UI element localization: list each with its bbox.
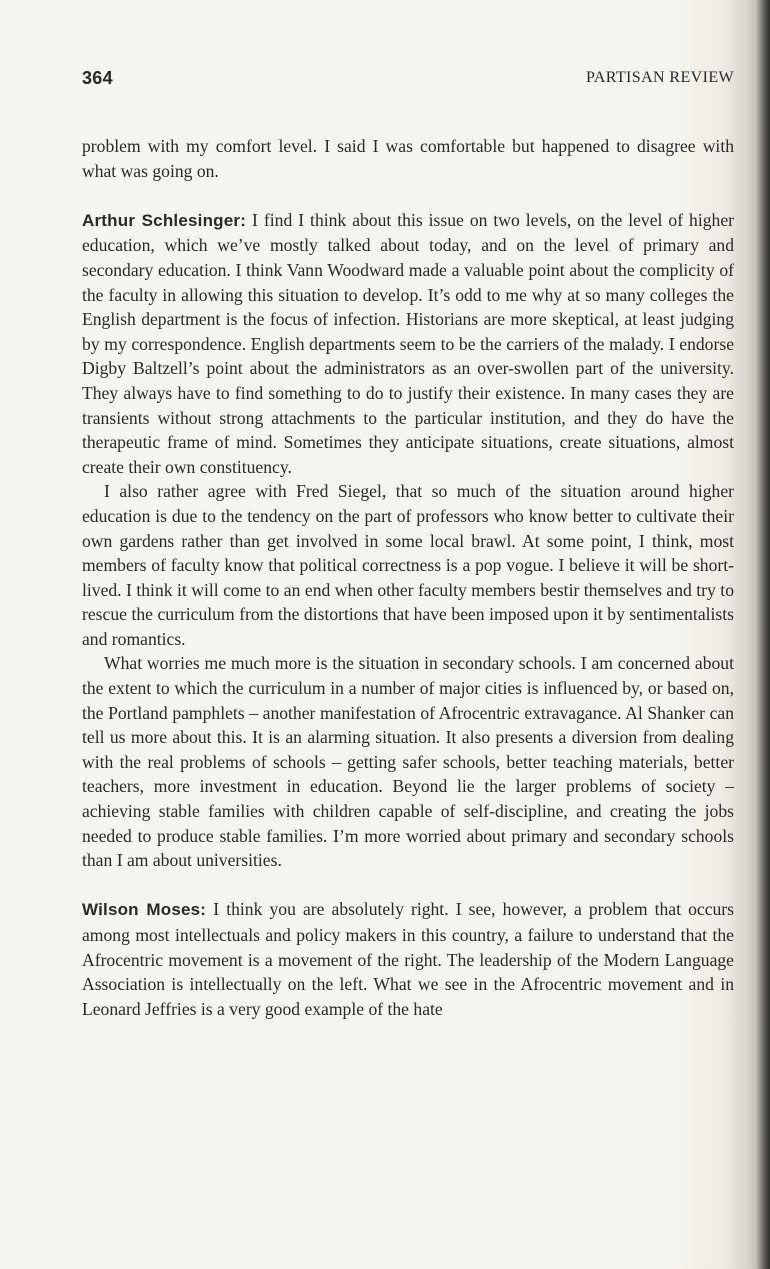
page-header [82, 68, 734, 90]
page-number: 364 [82, 68, 113, 88]
paragraph-continuation [82, 134, 734, 183]
running-head: PARTISAN REVIEW [585, 69, 734, 86]
speaker-paragraph [82, 208, 734, 480]
paragraph-text: I think you are absolutely right. I see, however, a problem that occurs among most intellectuals and policy makers in this country, a failure to understand that the Afrocentric movement is a movement of the right. The leadership of the Modern Language Association is intellectually on the left. What we see in the Afrocentric movement and in Leonard Jeffries is a very good example of the hate [82, 899, 734, 1019]
speaker-paragraph [82, 897, 734, 1021]
speaker-name: Arthur Schlesinger: [82, 210, 247, 230]
paragraph [82, 479, 734, 651]
paragraph-text: I also rather agree with Fred Siegel, that so much of the situation around higher education is due to the tendency on the part of professors who know better to cultivate their own gardens rather than get involved in some local brawl. At some point, I think, most members of faculty know that political correctness is a pop vogue. I believe it will be shortlived. I think it will come to an end when other faculty members bestir themselves and try to rescue the curriculum from the distortions that have been imposed upon it by sentimentalists and romantics. [82, 481, 734, 649]
body-text [82, 134, 734, 1021]
book-spine-shadow [756, 0, 770, 1269]
paragraph-text: What worries me much more is the situation in secondary schools. I am concerned about the extent to which the curriculum in a number of major cities is influenced by, or based on, the Portland pamphlets – another manifestation of Afrocentric extravagance. Al Shanker can tell us more about this. It is an alarming situation. It also presents a diversion from dealing with the real problems of schools – getting safer schools, better teaching materials, better teachers, more investment in education. Beyond lie the larger problems of society – achieving stable families with children capable of self-discipline, and creating the jobs needed to produce stable families. I’m more worried about primary and secondary schools than I am about universities. [82, 653, 734, 871]
paragraph-text: problem with my comfort level. I said I was comfortable but happened to disagree with what was going on. [82, 136, 734, 181]
paragraph [82, 651, 734, 872]
speaker-name: Wilson Moses: [82, 900, 207, 920]
paragraph-text: I find I think about this issue on two levels, on the level of higher education, which we’ve mostly talked about today, and on the level of primary and secondary education. I think Vann Woodward made a valuable point about the complicity of the faculty in allowing this situation to develop. It’s odd to me why at so many colleges the English department is the focus of infection. Historians are more skeptical, at least judging by my correspondence. English departments seem to be the carriers of the malady. I endorse Digby Baltzell’s point about the administrators as an over-swollen part of the university. They always have to find something to do to justify their existence. In many cases they are transients without strong attachments to the particular institution, and they do have the therapeutic frame of mind. Sometimes they anticipate situations, create situations, almost create their own constituency. [82, 209, 734, 477]
